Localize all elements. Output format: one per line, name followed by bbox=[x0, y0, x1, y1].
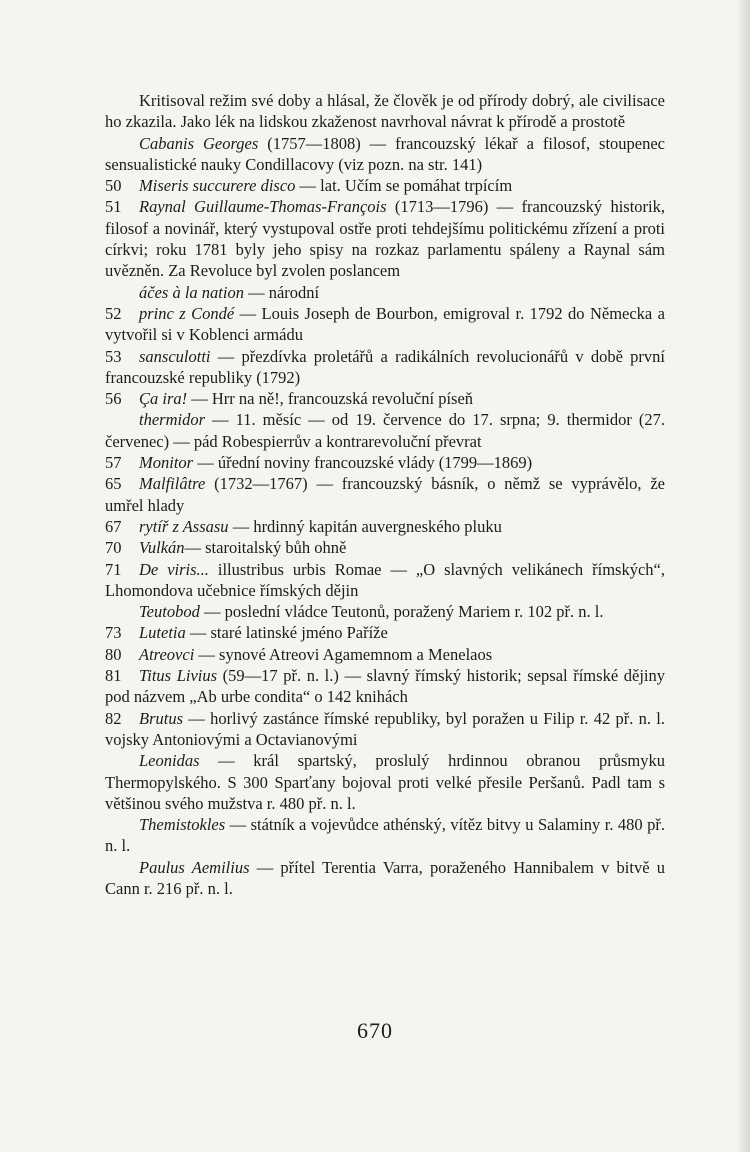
page-number: 670 bbox=[357, 1018, 393, 1043]
note-number: 70 bbox=[105, 538, 122, 558]
note-text: Kritisoval režim své doby a hlásal, že člověk je od přírody dobrý, ale civilisace ho zkazila. Jako lék na lidskou zkaženost navrhoval návrat k přírodě a prostotě bbox=[105, 91, 665, 132]
note-term: thermidor bbox=[139, 410, 205, 430]
note-number: 81 bbox=[105, 666, 122, 686]
note-text: — národní bbox=[243, 282, 320, 302]
note-entry bbox=[105, 708, 665, 751]
note-text: — přítel Terentia Varra, poraženého Hannibalem v bitvě u Cann r. 216 př. n. l. bbox=[105, 857, 665, 898]
note-number: 82 bbox=[105, 708, 122, 728]
note-entry bbox=[105, 750, 665, 814]
note-text: — Louis Joseph de Bourbon, emigroval r. 1792 do Německa a vytvořil si v Koblenci armádu bbox=[105, 303, 665, 345]
note-body bbox=[105, 410, 665, 450]
note-text: (1713—1796) — francouzský historik, filosof a novinář, který vystupoval ostře proti tehdejšímu politickému zřízení a proti církvi; roku 1781 byly jeho spisy na rozkaz parlamentu spáleny a Raynal sám uvězněn. Za Revoluce byl zvolen poslancem bbox=[105, 197, 665, 281]
note-number: 52 bbox=[105, 303, 122, 323]
note-term: Brutus bbox=[139, 708, 184, 728]
note-text: — hrdinný kapitán auvergneského pluku bbox=[228, 516, 502, 536]
note-entry bbox=[105, 346, 665, 389]
page-edge-shadow bbox=[736, 0, 750, 1152]
note-body bbox=[105, 858, 665, 898]
note-term: Leonidas bbox=[139, 751, 200, 771]
note-entry bbox=[105, 303, 665, 346]
note-term: Monitor bbox=[139, 453, 194, 473]
note-text: — synové Atreovi Agamemnom a Menelaos bbox=[194, 644, 493, 664]
note-body bbox=[105, 304, 665, 344]
note-body bbox=[139, 602, 603, 621]
note-body bbox=[105, 751, 665, 813]
note-text: — státník a vojevůdce athénský, vítěz bitvy u Salaminy r. 480 př. n. l. bbox=[105, 815, 665, 856]
note-entry bbox=[105, 473, 665, 516]
note-body bbox=[105, 91, 665, 131]
note-text: — Hrr na ně!, francouzská revoluční píseň bbox=[187, 389, 474, 409]
note-entry bbox=[105, 409, 665, 452]
note-term: Titus Livius bbox=[139, 666, 218, 686]
notes-list bbox=[105, 90, 665, 899]
note-entry bbox=[105, 90, 665, 133]
note-entry bbox=[105, 516, 665, 537]
note-entry bbox=[105, 388, 665, 409]
note-entry bbox=[105, 665, 665, 708]
note-term: sansculotti bbox=[139, 346, 211, 366]
note-entry bbox=[105, 133, 665, 176]
note-entry bbox=[105, 644, 665, 665]
note-text: (1732—1767) — francouzský básník, o němž se vyprávělo, že umřel hlady bbox=[105, 474, 665, 515]
note-entry bbox=[105, 857, 665, 900]
note-text: — staroitalský bůh ohně bbox=[184, 538, 347, 558]
note-term: Atreovci bbox=[139, 644, 195, 664]
note-number: 80 bbox=[105, 644, 122, 664]
note-body bbox=[139, 283, 319, 302]
note-text: (1757—1808) — francouzský lékař a filosof, stoupenec sensualistické nauky Condillacovy (viz pozn. na str. 141) bbox=[105, 133, 665, 174]
note-text: — poslední vládce Teutonů, poražený Mariem r. 102 př. n. l. bbox=[199, 602, 604, 622]
note-number: 71 bbox=[105, 559, 122, 579]
note-number: 67 bbox=[105, 516, 122, 536]
note-entry bbox=[105, 282, 665, 303]
note-term: rytíř z Assasu bbox=[139, 516, 229, 536]
note-number: 65 bbox=[105, 474, 122, 494]
note-number: 51 bbox=[105, 197, 122, 217]
note-body bbox=[105, 666, 665, 706]
note-body bbox=[105, 347, 665, 387]
note-body bbox=[139, 176, 512, 195]
note-text: (59—17 př. n. l.) — slavný římský historik; sepsal římské dějiny pod názvem „Ab urbe condita“ o 142 knihách bbox=[105, 666, 665, 707]
note-entry bbox=[105, 175, 665, 196]
note-body bbox=[105, 560, 665, 600]
note-text: — 11. měsíc — od 19. července do 17. srpna; 9. thermidor (27. červenec) — pád Robespierrův a kontrarevoluční převrat bbox=[105, 410, 665, 451]
note-body bbox=[139, 623, 388, 642]
note-body bbox=[139, 538, 346, 557]
note-term: Ça ira! bbox=[139, 389, 188, 409]
note-entry bbox=[105, 196, 665, 281]
note-number: 50 bbox=[105, 176, 122, 196]
note-entry bbox=[105, 622, 665, 643]
note-entry bbox=[105, 452, 665, 473]
note-term: Miseris succurere disco bbox=[139, 176, 296, 196]
note-text: — úřední noviny francouzské vlády (1799—1869) bbox=[193, 453, 533, 473]
note-number: 57 bbox=[105, 453, 122, 473]
note-body bbox=[139, 517, 502, 536]
note-body bbox=[139, 389, 473, 408]
note-number: 56 bbox=[105, 389, 122, 409]
note-body bbox=[105, 815, 665, 855]
note-term: Raynal Guillaume-Thomas-François bbox=[139, 197, 387, 217]
note-number: 53 bbox=[105, 346, 122, 366]
note-term: De viris... bbox=[139, 559, 209, 579]
note-entry bbox=[105, 601, 665, 622]
note-body bbox=[105, 134, 665, 174]
note-term: Malfilâtre bbox=[139, 474, 206, 494]
note-entry bbox=[105, 537, 665, 558]
note-term: Lutetia bbox=[139, 623, 186, 643]
note-term: Themistokles bbox=[139, 815, 226, 835]
note-term: Vulkán bbox=[139, 538, 185, 558]
note-text: — lat. Učím se pomáhat trpícím bbox=[295, 176, 513, 196]
note-text: — staré latinské jméno Paříže bbox=[185, 623, 388, 643]
note-body bbox=[139, 453, 532, 472]
note-body bbox=[139, 645, 492, 664]
note-entry bbox=[105, 559, 665, 602]
note-text: — přezdívka proletářů a radikálních revolucionářů v době první francouzské republiky (1792) bbox=[105, 346, 665, 387]
note-term: Paulus Aemilius bbox=[139, 857, 250, 877]
note-body bbox=[105, 197, 665, 280]
note-term: Cabanis Georges bbox=[139, 133, 259, 153]
note-term: princ z Condé bbox=[139, 303, 235, 323]
note-number: 73 bbox=[105, 623, 122, 643]
note-text: illustribus urbis Romae — „O slavných velikánech římských“, Lhomondova učebnice římských dějin bbox=[105, 559, 665, 600]
note-text: — horlivý zastánce římské republiky, byl poražen u Filip r. 42 př. n. l. vojsky Antoniovými a Octavianovými bbox=[105, 708, 665, 749]
note-text: — král spartský, proslulý hrdinnou obranou průsmyku Thermopylského. S 300 Sparťany bojoval proti velké přesile Peršanů. Padl tam s většinou svého mužstva r. 480 př. n. l. bbox=[105, 751, 665, 813]
note-term: áčes à la nation bbox=[139, 282, 244, 302]
note-body bbox=[105, 709, 665, 749]
note-entry bbox=[105, 814, 665, 857]
note-term: Teutobod bbox=[139, 602, 200, 622]
note-body bbox=[105, 474, 665, 514]
